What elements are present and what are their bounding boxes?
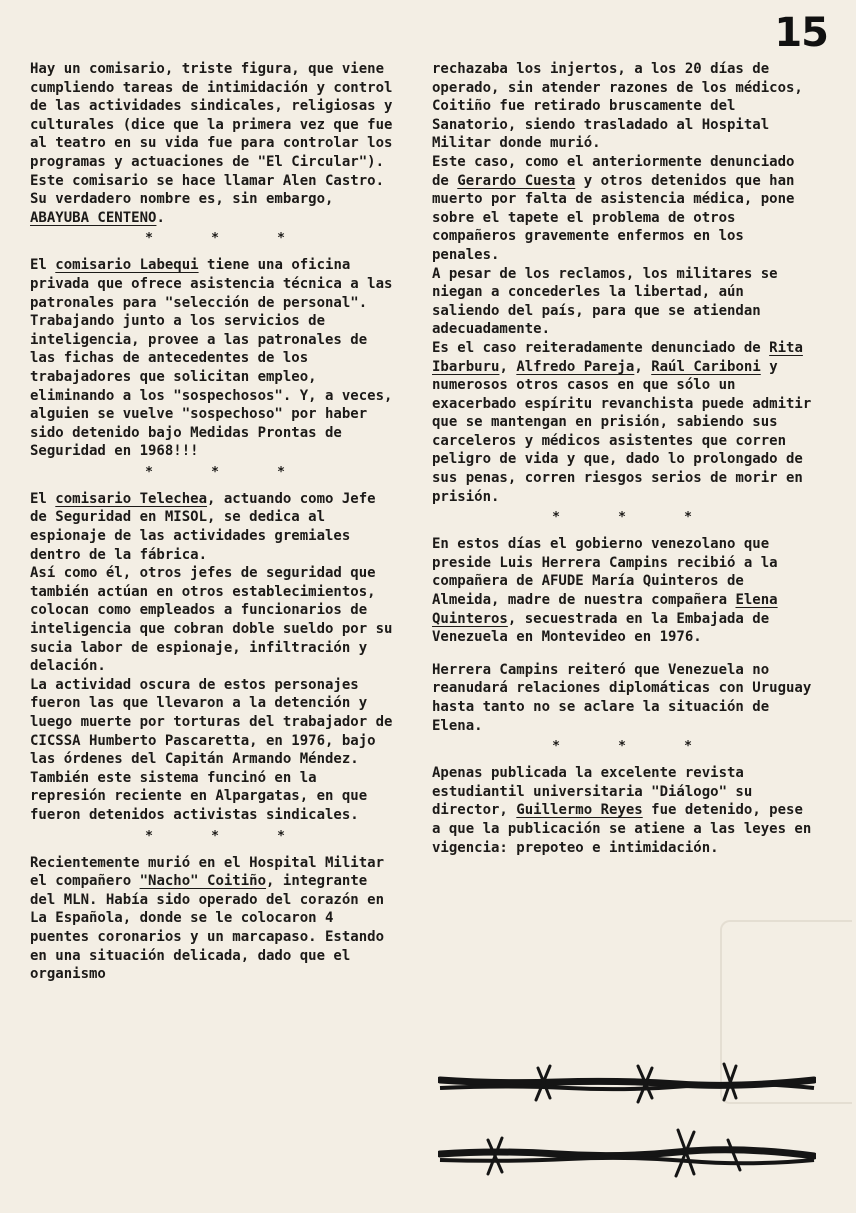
name-alfredo-pareja: Alfredo Pareja	[516, 358, 635, 375]
paragraph-dialogo: Apenas publicada la excelente revista estudiantil universitaria "Diálogo" su director, Guillermo Reyes fue detenido, pese a que la publicación se atiene a las leyes en vigencia: prepoteo e intimidación.	[432, 765, 812, 856]
paragraph-labequi: El comisario Labequi tiene una oficina privada que ofrece asistencia técnica a las patronales para "selección de personal". Trabajando junto a los servicios de inteligencia, provee a las patronales de las fichas de antecedentes de los trabajadores que solicitan empleo, eliminando a los "sospechosos". Y, a veces, alguien se vuelve "sospechoso" por haber sido detenido bajo Medidas Prontas de Seguridad en 1968!!!	[30, 257, 393, 460]
barbed-wire-icon	[438, 1126, 816, 1182]
page-number: 15	[774, 10, 828, 56]
name-elena-quinteros: Elena Quinteros	[432, 592, 778, 627]
name-rita-ibarburu: Rita Ibarburu	[432, 339, 803, 375]
name-coitino: "Nacho" Coitiño	[139, 873, 267, 890]
paragraph-telechea: El comisario Telechea, actuando como Jefe de Seguridad en MISOL, se dedica al espionaje de las actividades gremiales dentro de la fábrica.	[30, 490, 376, 563]
left-column	[30, 60, 400, 984]
paragraph-centeno: Hay un comisario, triste figura, que viene cumpliendo tareas de intimidación y control de las actividades sindicales, religiosas y culturales (dice que la primera vez que fue al teatro en su vida fue para controlar los programas y actuaciones de "El Circular"). Este comisario se hace llamar Alen Castro. Su verdadero nombre es, sin embargo, ABAYUBA CENTENO.	[30, 61, 393, 226]
separator-stars: * * *	[552, 739, 692, 755]
right-column	[432, 60, 812, 857]
separator-stars: * * *	[145, 828, 285, 844]
barbed-wire-icon	[438, 1058, 816, 1108]
paragraph-pascaretta: La actividad oscura de estos personajes fueron las que llevaron a la detención y luego muerte por torturas del trabajador de CICSSA Humberto Pascaretta, en 1976, bajo las órdenes del Capitán Armando Méndez.	[30, 676, 393, 768]
paragraph-alpargatas: También este sistema funcinó en la represión reciente en Alpargatas, en que fueron detenidos activistas sindicales.	[30, 769, 368, 823]
separator-stars: * * *	[145, 464, 285, 480]
name-guillermo-reyes: Guillermo Reyes	[516, 802, 643, 819]
paragraph-venezuela: En estos días el gobierno venezolano que preside Luis Herrera Campins recibió a la compañera de AFUDE María Quinteros de Almeida, madre de nuestra compañera Elena Quinteros, secuestrada en la Embajada de Venezuela en Montevideo en 1976.	[432, 536, 778, 646]
paragraph-cuesta: Este caso, como el anteriormente denunciado de Gerardo Cuesta y otros detenidos que han muerto por falta de asistencia médica, pone sobre el tapete el problema de otros compañeros gravemente enfermos en los penales.	[432, 153, 795, 263]
name-telechea: comisario Telechea	[55, 490, 208, 507]
paragraph-jefes: Así como él, otros jefes de seguridad que también actúan en otros establecimientos, colocan como empleados a funcionarios de inteligencia que cobran doble sueldo por su sucia labor de espionaje, infiltración y delación.	[30, 565, 393, 675]
name-labequi: comisario Labequi	[55, 257, 199, 274]
paragraph-herrera-campins: Herrera Campins reiteró que Venezuela no reanudará relaciones diplomáticas con Uruguay hasta tanto no se aclare la situación de Elena.	[432, 661, 812, 734]
separator-stars: * * *	[145, 231, 285, 247]
paragraph-presos: Es el caso reiteradamente denunciado de Rita Ibarburu, Alfredo Pareja, Raúl Cariboni y numerosos otros casos en que sólo un exacerbado espíritu revanchista puede admitir que se mantengan en prisión, sabiendo sus carceleros y médicos asistentes que corren peligro de vida y que, dado lo prolongado de sus penas, corren riesgos serios de morir en prisión.	[432, 339, 812, 505]
name-gerardo-cuesta: Gerardo Cuesta	[457, 172, 576, 189]
name-raul-cariboni: Raúl Cariboni	[651, 358, 761, 375]
name-abayuba-centeno: ABAYUBA CENTENO	[30, 209, 157, 226]
paragraph-injertos: rechazaba los injertos, a los 20 días de operado, sin atender razones de los médicos, Coitiño fue retirado bruscamente del Sanatorio, siendo trasladado al Hospital Militar donde murió.	[432, 61, 803, 152]
paragraph-reclamos: A pesar de los reclamos, los militares se niegan a concederles la libertad, aún saliendo del país, para que se atiendan adecuadamente.	[432, 265, 778, 338]
separator-stars: * * *	[552, 510, 692, 526]
paragraph-coitino: Recientemente murió en el Hospital Militar el compañero "Nacho" Coitiño, integrante del MLN. Había sido operado del corazón en La Española, donde se le colocaron 4 puentes coronarios y un marcapaso. Estando en una situación delicada, dado que el organismo	[30, 854, 385, 983]
